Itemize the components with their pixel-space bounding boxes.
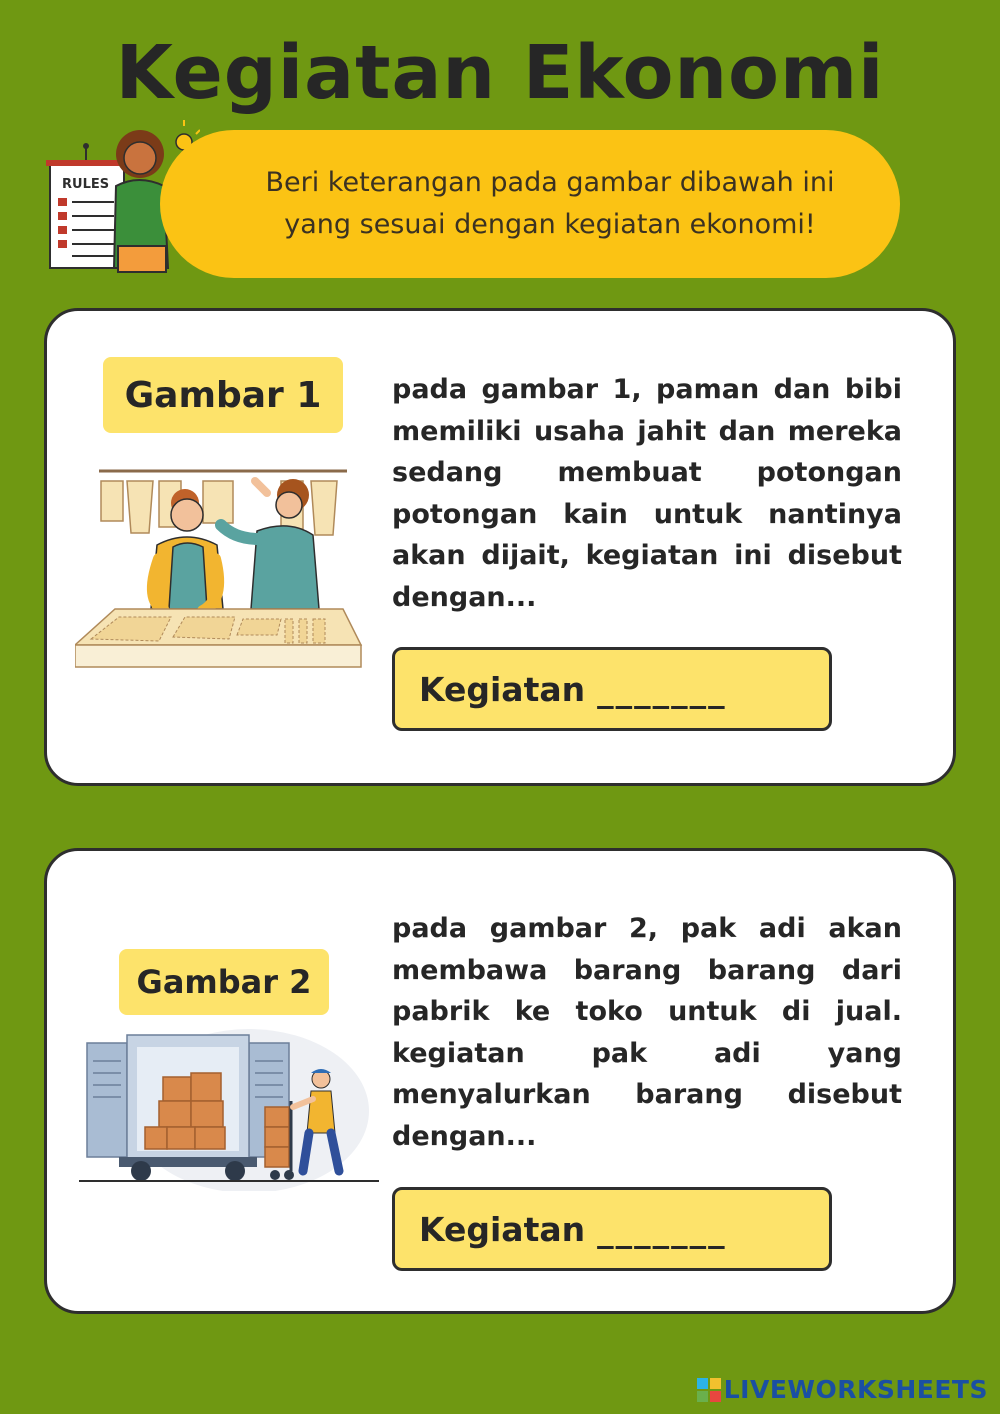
answer-2-prefix: Kegiatan bbox=[419, 1209, 586, 1249]
question-card-2 bbox=[44, 848, 956, 1314]
question-2-description: pada gambar 2, pak adi akan membawa barang barang dari pabrik ke toko untuk di jual. kegiatan pak adi yang menyalurkan barang disebut dengan... bbox=[392, 913, 902, 1152]
answer-1-blank[interactable]: _______ bbox=[597, 669, 727, 709]
answer-field-1[interactable] bbox=[392, 647, 832, 731]
picture-label-2: Gambar 2 bbox=[119, 949, 329, 1015]
answer-field-2[interactable] bbox=[392, 1187, 832, 1271]
liveworksheets-logo-icon bbox=[697, 1378, 721, 1402]
answer-2-blank[interactable]: _______ bbox=[597, 1209, 727, 1249]
instruction-line-2: yang sesuai dengan kegiatan ekonomi! bbox=[284, 209, 816, 240]
question-card-1 bbox=[44, 308, 956, 786]
instruction-banner bbox=[160, 130, 900, 278]
delivery-truck-worker-illustration bbox=[79, 1021, 379, 1191]
liveworksheets-brand-text: LIVEWORKSHEETS bbox=[723, 1375, 988, 1404]
liveworksheets-brand bbox=[697, 1375, 988, 1404]
rules-board-label: RULES bbox=[62, 177, 110, 192]
question-1-description: pada gambar 1, paman dan bibi memiliki usaha jahit dan mereka sedang membuat potongan potongan kain untuk nantinya akan dijait, kegiatan ini disebut dengan... bbox=[392, 374, 902, 613]
tailors-cutting-fabric-illustration bbox=[75, 459, 375, 684]
instruction-line-1: Beri keterangan pada gambar dibawah ini bbox=[265, 167, 835, 198]
instruction-text bbox=[265, 162, 834, 246]
picture-label-1: Gambar 1 bbox=[103, 357, 343, 433]
page-title: Kegiatan Ekonomi bbox=[115, 30, 885, 116]
answer-1-prefix: Kegiatan bbox=[419, 669, 586, 709]
